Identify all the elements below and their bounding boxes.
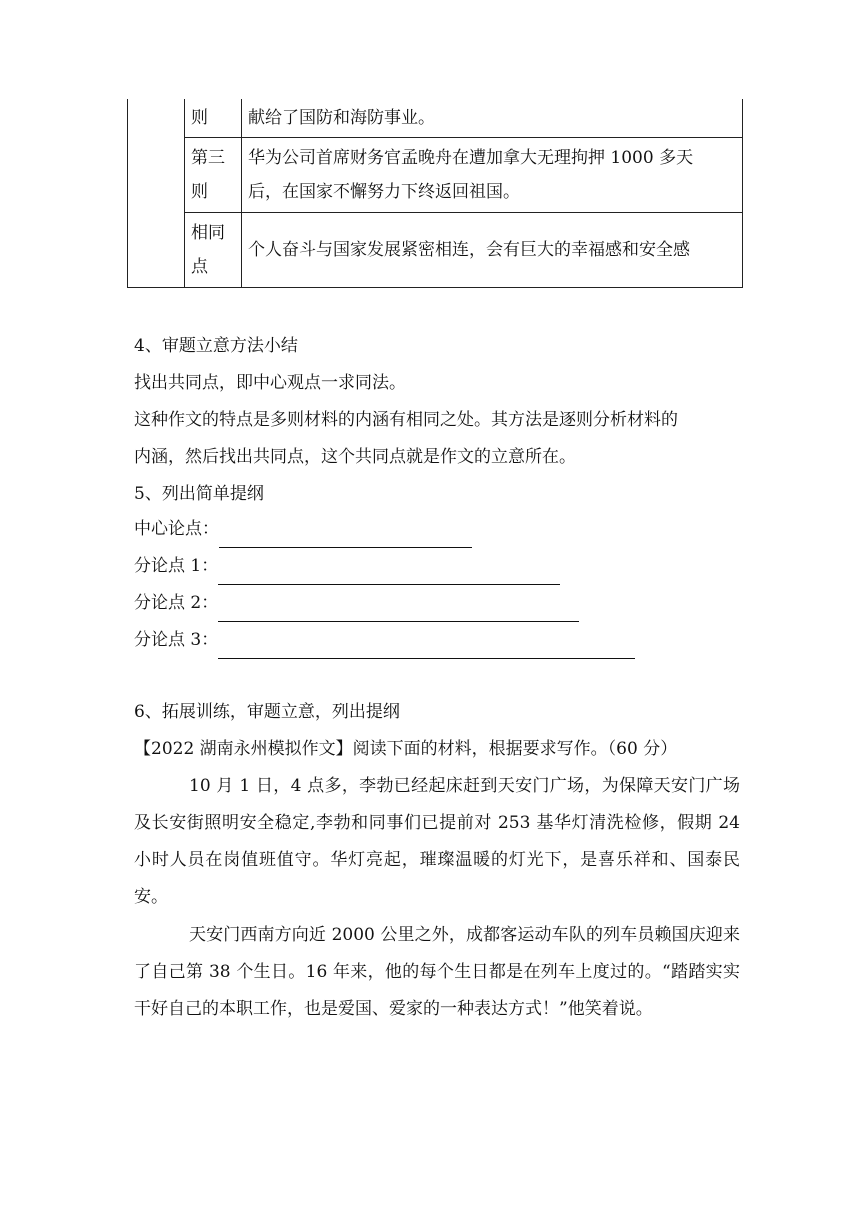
answer-blank[interactable]	[218, 562, 560, 585]
outline-item	[134, 622, 635, 659]
table-label-cell: 则	[185, 99, 242, 138]
table-text-line: 华为公司首席财务官孟晚舟在遭加拿大无理拘押 1000 多天	[248, 148, 694, 168]
section-heading: 6、拓展训练，审题立意，列出提纲	[134, 702, 400, 722]
table-text-cell	[242, 138, 743, 213]
material-paragraph: 天安门西南方向近 2000 公里之外，成都客运动车队的列车员赖国庆迎来了自己第 38 个生日。16 年来，他的每个生日都是在列车上度过的。“踏踏实实干好自己的本职工作，也是爱国、爱家的一种表达方式！”他笑着说。	[134, 925, 740, 1019]
table-text-cell: 献给了国防和海防事业。	[242, 99, 743, 138]
prompt-line: 【2022 湖南永州模拟作文】阅读下面的材料，根据要求写作。（60 分）	[134, 739, 678, 759]
table-label-line: 点	[191, 257, 208, 277]
table-label-line: 则	[191, 182, 208, 202]
outline-label: 中心论点：	[134, 519, 219, 539]
paragraph-line: 找出共同点，即中心观点一求同法。	[134, 373, 406, 393]
table-label-cell	[185, 213, 242, 288]
table-row	[128, 138, 743, 213]
outline-item	[134, 511, 472, 548]
table-empty-cell	[128, 99, 185, 288]
outline-label: 分论点 3：	[134, 630, 219, 650]
table-row	[128, 213, 743, 288]
material-paragraph: 10 月 1 日，4 点多，李勃已经起床赶到天安门广场，为保障天安门广场及长安街照明安全稳定,李勃和同事们已提前对 253 基华灯清洗检修，假期 24 小时人员在岗值班值守。华灯亮起，璀璨温暖的灯光下，是喜乐祥和、国泰民安。	[134, 776, 740, 907]
table-label-cell	[185, 138, 242, 213]
outline-label: 分论点 2：	[134, 593, 219, 613]
outline-item	[134, 585, 579, 622]
answer-blank[interactable]	[218, 599, 579, 622]
answer-blank[interactable]	[219, 525, 472, 548]
section-heading: 5、列出简单提纲	[134, 484, 264, 504]
outline-label: 分论点 1：	[134, 556, 219, 576]
comparison-table	[127, 99, 743, 288]
paragraph-line: 内涵，然后找出共同点，这个共同点就是作文的立意所在。	[134, 447, 576, 467]
outline-item	[134, 548, 560, 585]
table-text-line: 后，在国家不懈努力下终返回祖国。	[248, 182, 520, 202]
table-row	[128, 99, 743, 138]
section-heading: 4、审题立意方法小结	[134, 336, 298, 356]
answer-blank[interactable]	[218, 636, 635, 659]
table-label-line: 第三	[191, 148, 225, 168]
paragraph-line: 这种作文的特点是多则材料的内涵有相同之处。其方法是逐则分析材料的	[134, 410, 678, 430]
table-label-line: 相同	[191, 223, 225, 243]
table-text-cell: 个人奋斗与国家发展紧密相连，会有巨大的幸福感和安全感	[242, 213, 743, 288]
